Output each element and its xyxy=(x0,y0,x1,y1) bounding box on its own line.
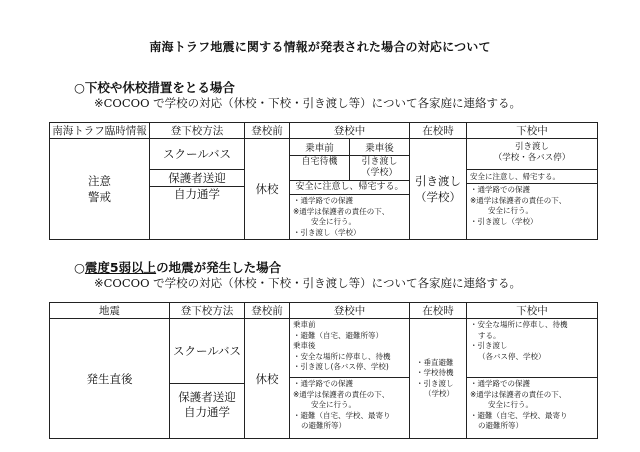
section2-header-row xyxy=(50,303,598,319)
header-method: 登下校方法 xyxy=(150,123,245,139)
going-home-walk-list: ・通学路での保護 ※通学は保護者の責任の下、 安全に行う。 ・避難（自宅、学校、最寄り の避難所等） xyxy=(467,377,597,433)
method-parent: 保護者送迎 xyxy=(168,171,226,185)
header-method: 登下校方法 xyxy=(170,303,245,319)
header-before: 登校前 xyxy=(245,123,290,139)
during-bus-list: 乗車前 ・避難（自宅、避難所等） 乗車後 ・安全な場所に停車し、待機 ・引き渡し(各バス停、学校) xyxy=(293,320,391,371)
method-parent: 保護者送迎 xyxy=(178,390,236,404)
during-cell xyxy=(290,319,410,439)
header-during: 登校中 xyxy=(290,123,410,139)
method-cell xyxy=(170,319,245,439)
header-at-school: 在校時 xyxy=(410,123,467,139)
timing-cell: 発生直後 xyxy=(50,319,170,439)
before-school-cell: 休校 xyxy=(245,319,290,439)
going-home-cell xyxy=(467,319,598,439)
during-walk-list: ・通学路での保護 ※通学は保護者の責任の下、 安全に行う。 ・引き渡し（学校） xyxy=(293,196,390,237)
header-during: 登校中 xyxy=(290,303,410,319)
section1-header-row xyxy=(50,123,598,139)
at-school-list: ・垂直避難 ・学校待機 ・引き渡し （学校） xyxy=(416,357,454,398)
section2-table xyxy=(49,302,598,439)
method-self: 自力通学 xyxy=(184,405,230,419)
going-home-walk-list: ・通学路での保護 ※通学は保護者の責任の下、 安全に行う。 ・引き渡し（学校） xyxy=(467,183,597,228)
section2-heading: ○震度5弱以上の地震が発生した場合 xyxy=(74,260,282,275)
before-school-cell: 休校 xyxy=(245,139,290,240)
level-caution: 注意 xyxy=(88,174,111,188)
header-jishin: 地震 xyxy=(50,303,170,319)
during-after-board-text: 引き渡し （学校） xyxy=(350,156,410,181)
during-col-before-board: 乗車前 xyxy=(305,143,334,154)
at-school-cell xyxy=(410,319,467,439)
during-caution-text: 安全に注意し、帰宅する。 xyxy=(290,181,409,195)
at-school-cell: 引き渡し （学校） xyxy=(410,139,467,240)
method-bus: スクールバス xyxy=(163,147,231,161)
going-home-bus-list: ・安全な場所に停車し、待機 する。 ・引き渡し （各バス停、学校） xyxy=(470,320,568,361)
header-going-home: 下校中 xyxy=(467,123,598,139)
section1-heading: ○下校や休校措置をとる場合 xyxy=(74,80,235,95)
method-cell xyxy=(150,139,245,240)
going-home-bus-text: 引き渡し （学校・各バス停） xyxy=(493,142,571,163)
page-title: 南海トラフ地震に関する情報が発表された場合の対応について xyxy=(149,40,491,54)
section1-note: ※COCOO で学校の対応（休校・下校・引き渡し等）について各家庭に連絡する。 xyxy=(94,96,521,110)
section1-table xyxy=(49,122,598,240)
method-bus: スクールバス xyxy=(173,344,241,358)
header-going-home: 下校中 xyxy=(467,303,598,319)
level-warning: 警戒 xyxy=(88,190,111,204)
during-walk-list: ・通学路での保護 ※通学は保護者の責任の下、 安全に行う。 ・避難（自宅、学校、最寄り の避難所等） xyxy=(290,377,409,433)
level-cell xyxy=(50,139,150,240)
header-before: 登校前 xyxy=(245,303,290,319)
section2-note: ※COCOO で学校の対応（休校・下校・引き渡し等）について各家庭に連絡する。 xyxy=(94,276,521,290)
method-self: 自力通学 xyxy=(150,186,244,202)
going-home-caution: 安全に注意し、帰宅する。 xyxy=(467,169,597,183)
during-col-after-board: 乗車後 xyxy=(350,139,410,156)
section2-heading-underlined: 震度5弱以上 xyxy=(84,260,157,275)
going-home-cell xyxy=(467,139,598,240)
during-cell xyxy=(290,139,410,240)
header-rinji: 南海トラフ臨時情報 xyxy=(50,123,150,139)
during-before-board-text: 自宅待機 xyxy=(290,156,350,181)
header-at-school: 在校時 xyxy=(410,303,467,319)
